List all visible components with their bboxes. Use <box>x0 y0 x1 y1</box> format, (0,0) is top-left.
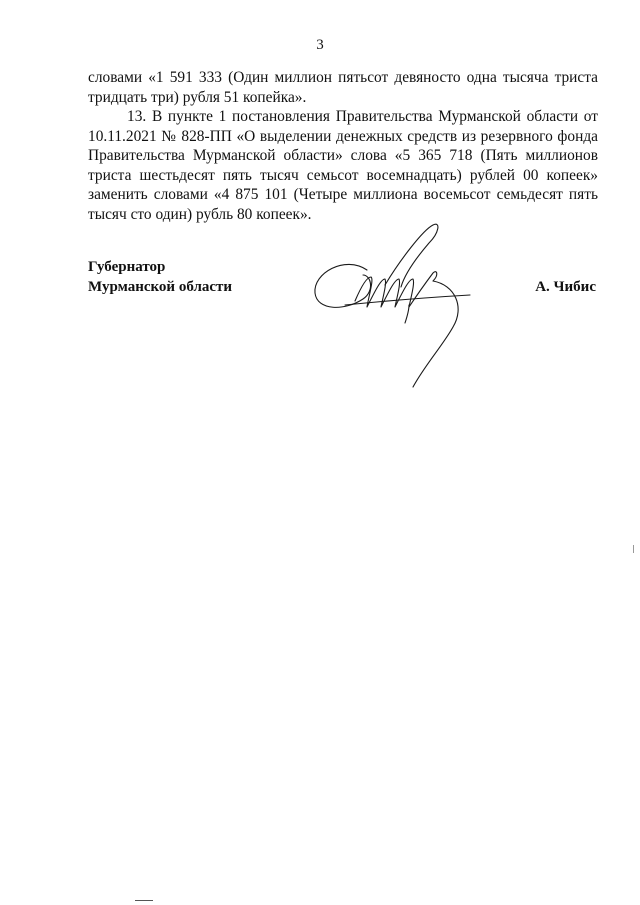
position-region: Мурманской области <box>88 278 233 295</box>
signatory-name: А. Чибис <box>535 279 596 295</box>
page-number: 3 <box>316 37 324 53</box>
position-title: Губернатор <box>88 259 166 275</box>
scan-artifact <box>633 545 634 553</box>
handwritten-signature <box>305 215 480 400</box>
paragraph-item-13: 13. В пункте 1 постановления Правительства Мурманской области от 10.11.2021 № 828-ПП «О выделении денежных средств из резервного фонда Правительства Мурманской области» слова «5 365 718 (Пять миллионов триста шестьдесят пять тысяч семьсот восемнадцать) рублей 00 копеек» заменить словами «4 875 101 (Четыре миллиона восемьсот семьдесят пять тысяч сто один) рубль 80 копеек». <box>88 108 598 223</box>
signatory-position <box>88 258 232 297</box>
bottom-line-mark <box>135 900 153 901</box>
paragraph-continuation: словами «1 591 333 (Один миллион пятьсот девяносто одна тысяча триста тридцать три) рубля 51 копейка». <box>88 69 598 106</box>
document-body <box>88 68 598 224</box>
